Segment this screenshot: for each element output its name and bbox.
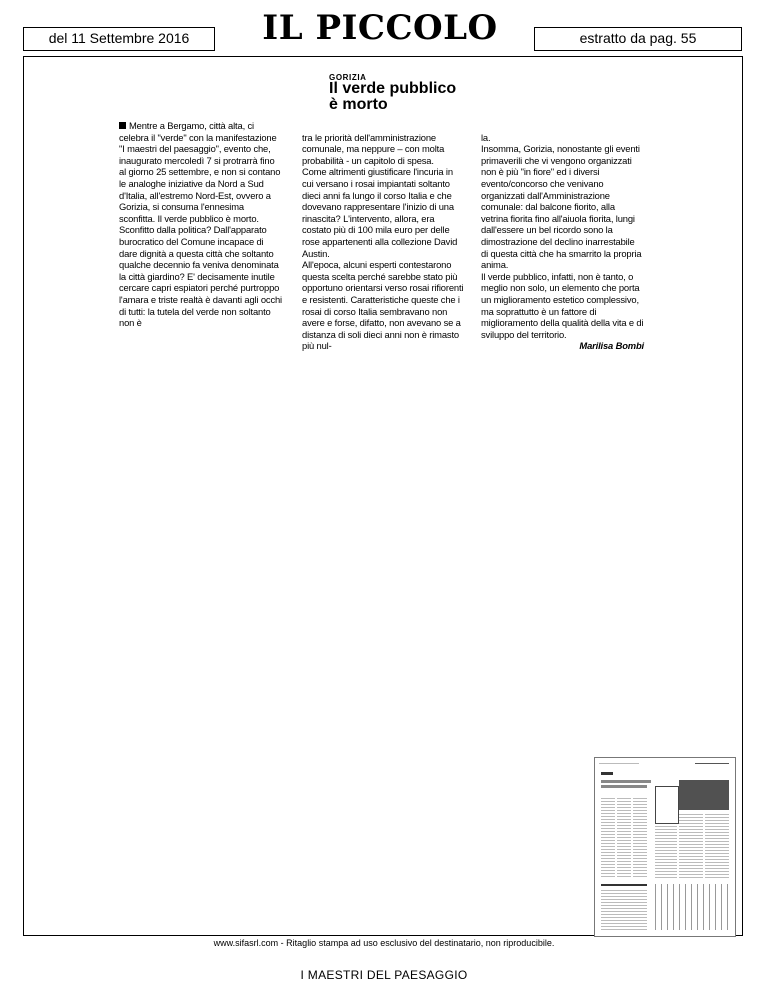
clipping-frame (23, 56, 743, 936)
article-column-2 (302, 120, 465, 352)
article-headline (329, 81, 499, 113)
page-thumbnail (594, 757, 736, 937)
article-column-3 (481, 120, 644, 363)
headline-line-2: è morto (329, 96, 388, 113)
article-column-1 (119, 120, 282, 329)
column-3-text: la. Insomma, Gorizia, nonostante gli eventi primaverili che vi vengono organizzati non è più "in fiore" ed i diversi evento/concorso che venivano organizzati dall'Amministrazione comunale: dal balcone fiorito, alla vetrina fiorita fino all'aiuola fiorita, lungi dall'essere un bel ricordo sono la dimostrazione del declino inarrestabile di questa città che ha smarrito la propria anima. Il verde pubblico, infatti, non è tanto, o meglio non solo, un elemento che porta un miglioramento estetico complessivo, ma soprattutto è un fattore di miglioramento della qualità della vita e di sviluppo del territorio. (481, 131, 644, 340)
section-label: GORIZIA (329, 73, 367, 82)
paragraph-marker-icon (119, 122, 126, 129)
column-1-text: Mentre a Bergamo, città alta, ci celebra il "verde" con la manifestazione "I maestri del paesaggio", evento che, inaugurato mercoledì 7 si protrarrà fino al giorno 25 settembre, e non si contano le analoghe iniziative da Nord a Sud d'Italia, all'estremo Nord-Est, ovvero a Gorizia, si consuma l'ennesima sconfitta. Il verde pubblico è morto. Sconfitto dalla politica? Dall'apparato burocratico del Comune incapace di dare dignità a questa città che soltanto qualche decennio fa veniva denominata la città giardino? E' decisamente inutile cercare capri espiatori perché purtroppo l'amara e triste realtà è davanti agli occhi di tutti: la tutela del verde non soltanto non è (119, 120, 282, 329)
article-byline: Marilisa Bombi (579, 340, 644, 352)
footer-topic: I MAESTRI DEL PAESAGGIO (300, 968, 468, 982)
headline-line-1: Il verde pubblico (329, 80, 457, 97)
page-label: estratto da pag. 55 (534, 27, 742, 51)
footer-disclaimer: www.sifasrl.com - Ritaglio stampa ad uso esclusivo del destinatario, non riproducibile. (213, 938, 555, 948)
newspaper-masthead: IL PICCOLO (262, 8, 498, 48)
date-label: del 11 Settembre 2016 (23, 27, 215, 51)
column-2-text: tra le priorità dell'amministrazione comunale, ma neppure – con molta probabilità - un capitolo di spesa. Come altrimenti giustificare l'incuria in cui versano i rosai impiantati soltanto dieci anni fa lungo il corso Italia e che dovevano rappresentare l'inizio di una rinascita? L'intervento, allora, era costato più di 100 mila euro per delle rose appartenenti alla collezione David Austin. All'epoca, alcuni esperti contestarono questa scelta perché sarebbe stato più opportuno orientarsi verso rosai rifiorenti e resistenti. Caratteristiche queste che i rosai di corso Italia sembravano non avere e forse, difatto, non avevano se a distanza di soli dieci anni non è rimasto più nul- (302, 131, 464, 352)
